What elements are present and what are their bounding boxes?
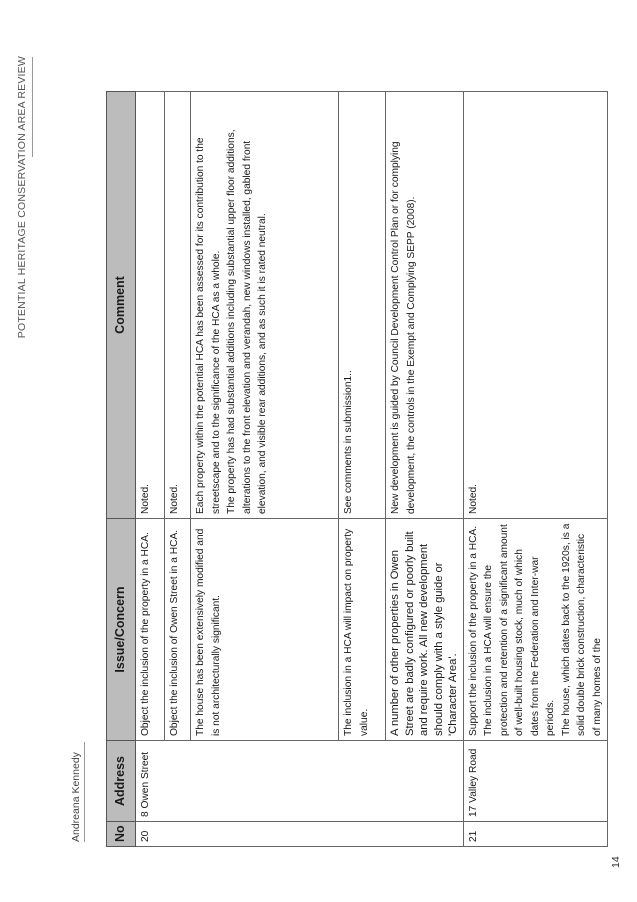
header-no: No: [107, 822, 136, 847]
table-row: [165, 92, 191, 847]
cell-issue: Object the inclusion of Owen Street in a HCA.: [165, 519, 191, 741]
cell-comment: Noted.: [165, 92, 191, 519]
cell-comment: Each property within the potential HCA has been assessed for its contribution to the streetscape and to the significance of the HCA as a whole. The property has had substantial additions including substantial upper floor additions, alterations to the front elevation and verandah, new windows installed, gabled front elevation, and visible rear additions, and as such it is rated neutral.: [191, 92, 339, 519]
cell-address: 8 Owen Street: [136, 741, 464, 822]
cell-address: 17 Valley Road: [463, 741, 608, 822]
cell-comment: New development is guided by Council Development Control Plan or for complying development, the controls in the Exempt and Complying SEPP (2008).: [386, 92, 464, 519]
cell-no: 20: [136, 822, 464, 847]
table-row: [386, 92, 464, 847]
header-address: Address: [107, 741, 136, 822]
table-header-row: [107, 92, 136, 847]
review-table: [106, 91, 608, 847]
table-row: [136, 92, 165, 847]
header-comment: Comment: [107, 92, 136, 519]
cell-issue: The inclusion in a HCA will impact on property value.: [339, 519, 386, 741]
cell-comment: Noted.: [136, 92, 165, 519]
page-number: 14: [610, 856, 622, 868]
cell-issue: The house has been extensively modified and is not architecturally significant.: [191, 519, 339, 741]
author-rule: [84, 742, 85, 842]
document-title: POTENTIAL HERITAGE CONSERVATION AREA REVIEW: [16, 56, 28, 339]
author-name: Andreana Kennedy: [70, 752, 82, 842]
cell-no: 21: [463, 822, 608, 847]
cell-issue: Support the inclusion of the property in a HCA. The inclusion in a HCA will ensure the protection and retention of a significant amount of well-built housing stock, much of which dates from the Federation and Inter-war periods. The house, which dates back to the 1920s, is a solid double brick construction, characteristic of many homes of the: [463, 519, 608, 741]
header-issue: Issue/Concern: [107, 519, 136, 741]
cell-comment: See comments in submission1..: [339, 92, 386, 519]
table-row: [463, 92, 608, 847]
table-row: [339, 92, 386, 847]
cell-issue: A number of other properties in Owen Street are badly configured or poorly built and require work. All new development should comply with a style guide or 'Character Area'.: [386, 519, 464, 741]
cell-issue: Object the inclusion of the property in a HCA.: [136, 519, 165, 741]
table-row: [191, 92, 339, 847]
header-rule: [32, 57, 33, 157]
cell-comment: Noted.: [463, 92, 608, 519]
